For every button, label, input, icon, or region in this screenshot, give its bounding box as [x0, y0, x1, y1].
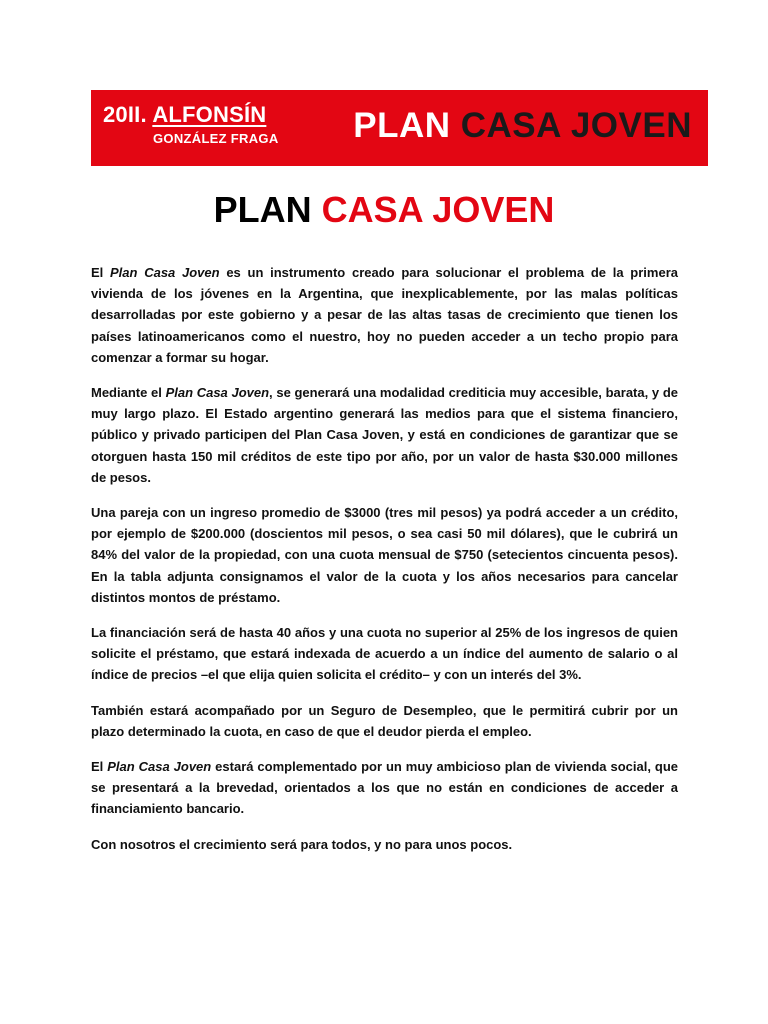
plan-name-italic: Plan Casa Joven	[165, 385, 270, 401]
banner-title-plan: PLAN	[353, 106, 451, 145]
paragraph-4: La financiación será de hasta 40 años y una cuota no superior al 25% de los ingresos de quien solicite el préstamo, que estará indexada de acuerdo a un índice del aumento de salario o al índice de precios –el que elija quien solicita el crédito– y con un interés del 3%.	[91, 625, 678, 683]
logo-year: 20II.	[103, 102, 147, 127]
plan-name-italic: Plan Casa Joven	[110, 265, 220, 280]
paragraph-3: Una pareja con un ingreso promedio de $3000 (tres mil pesos) ya podrá acceder a un crédito, por ejemplo de $200.000 (doscientos mil pesos, o sea casi 50 mil dólares), que le cubrirá un 84% del valor de la propiedad, con una cuota mensual de $750 (setecientos cincuenta pesos). En la tabla adjunta consignamos el valor de la cuota y los años necesarios para cancelar distintos montos de préstamo.	[91, 505, 678, 605]
banner-title	[353, 108, 692, 143]
page-title	[0, 189, 768, 230]
logo-subtitle: GONZÁLEZ FRAGA	[153, 131, 279, 146]
page-title-casa-joven: CASA JOVEN	[321, 189, 555, 230]
paragraph-5: También estará acompañado por un Seguro de Desempleo, que le permitirá cubrir por un plazo determinado la cuota, en caso de que el deudor pierda el empleo.	[91, 702, 678, 739]
document-body	[91, 262, 678, 869]
paragraph-7: Con nosotros el crecimiento será para todos, y no para unos pocos.	[91, 836, 513, 852]
banner-title-casa-joven: CASA JOVEN	[460, 106, 692, 145]
page-title-plan: PLAN	[213, 189, 312, 230]
logo-name: ALFONSÍN	[152, 102, 267, 127]
paragraph-2: Mediante el Plan Casa Joven, se generará una modalidad crediticia muy accesible, barata, y de muy largo plazo. El Estado argentino generará las medios para que el sistema financiero, público y privado participen del Plan Casa Joven, y está en condiciones de garantizar que se otorguen hasta 150 mil créditos de este tipo por año, por un valor de hasta $30.000 millones de pesos.	[91, 385, 679, 485]
paragraph-1: El Plan Casa Joven es un instrumento creado para solucionar el problema de la primera vivienda de los jóvenes en la Argentina, que inexplicablemente, por las malas políticas desarrolladas por este gobierno y a pesar de las altas tasas de crecimiento que tienen los países latinoamericanos como el nuestro, hoy no pueden acceder a un techo propio para comenzar a formar su hogar.	[91, 265, 678, 365]
campaign-logo	[103, 104, 279, 145]
header-banner	[91, 90, 708, 166]
plan-name-italic: Plan Casa Joven	[107, 759, 212, 775]
paragraph-6: El Plan Casa Joven estará complementado por un muy ambicioso plan de vivienda social, que se presentará a la brevedad, orientados a los que no están en condiciones de acceder a financiamiento bancario.	[91, 759, 678, 817]
